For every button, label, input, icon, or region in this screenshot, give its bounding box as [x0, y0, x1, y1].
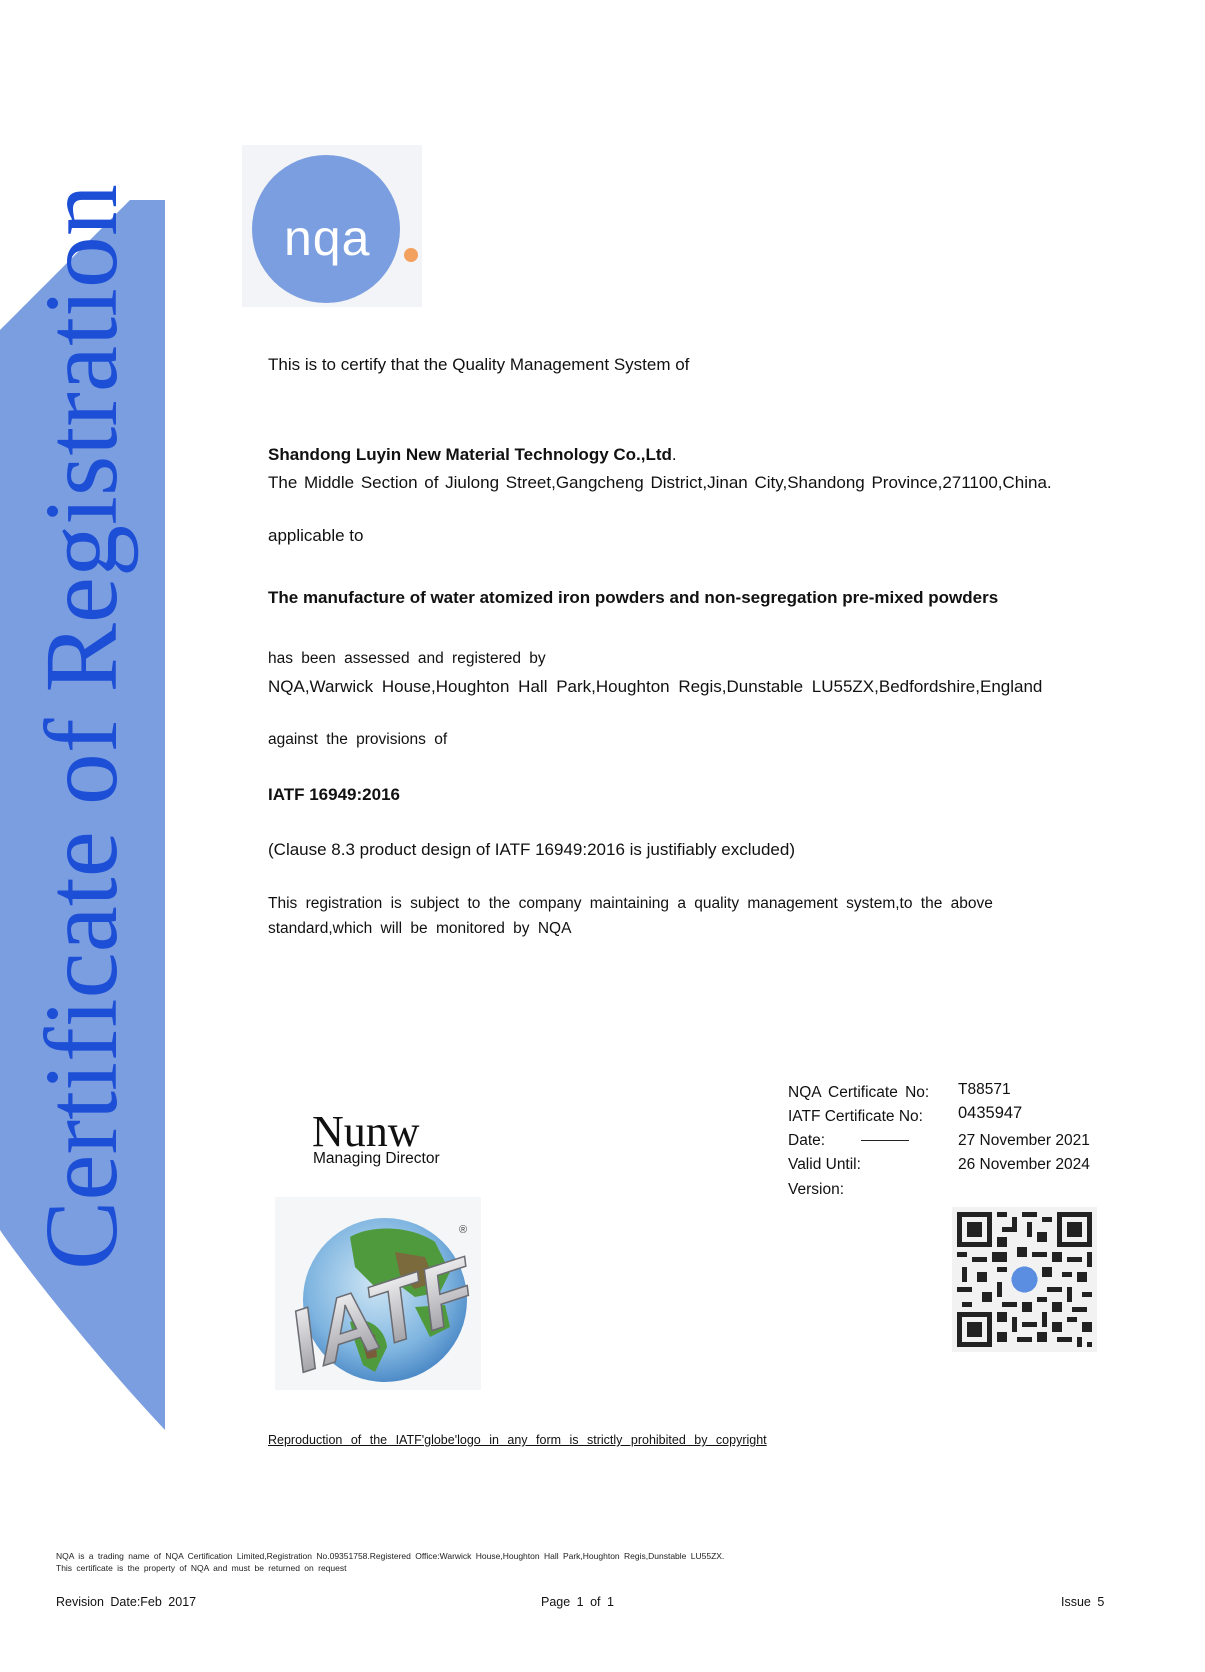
scope-text: The manufacture of water atomized iron powders and non-segregation pre-mixed powders: [268, 588, 999, 607]
nqa-cert-value: T88571: [958, 1081, 1011, 1098]
iatf-cert-value: 0435947: [958, 1104, 1023, 1122]
intro-text: This is to certify that the Quality Management System of: [268, 355, 690, 374]
registrar-address: NQA,Warwick House,Houghton Hall Park,Houghton Regis,Dunstable LU55ZX,Bedfordshire,England: [268, 677, 1043, 696]
side-band: [0, 184, 165, 1430]
company-name-period: .: [671, 445, 677, 464]
subject-line-2: standard,which will be monitored by NQA: [268, 920, 572, 937]
issue-number: Issue 5: [1061, 1595, 1105, 1609]
fine-print-line-1: NQA is a trading name of NQA Certification Limited,Registration No.09351758.Registered Office:Warwick House,Houghton Hall Park,Houghton Regis,Dunstable LU55ZX.: [56, 1551, 725, 1561]
nqa-logo-text: nqa: [284, 210, 371, 266]
revision-date: Revision Date:Feb 2017: [56, 1595, 197, 1609]
qr-code[interactable]: [952, 1207, 1097, 1352]
svg-text:IATF: IATF: [277, 1238, 481, 1390]
signature: Nunw: [312, 1107, 420, 1156]
subject-line-1: This registration is subject to the company maintaining a quality management system,to the above: [268, 895, 993, 912]
qr-center-logo: [1012, 1267, 1038, 1293]
date-label: Date:: [788, 1132, 826, 1149]
nqa-logo-dot: [404, 248, 418, 262]
iatf-globe-logo: [275, 1197, 481, 1390]
fine-print-line-2: This certificate is the property of NQA and must be returned on request: [56, 1563, 347, 1573]
signatory-title: Managing Director: [313, 1150, 440, 1167]
copyright-notice: Reproduction of the IATF'globe'logo in any form is strictly prohibited by copyright: [268, 1433, 767, 1447]
date-dash: [861, 1140, 909, 1141]
certificate-title-vertical: [0, 184, 165, 1430]
iatf-globe-icon: [275, 1197, 481, 1390]
iatf-cert-label: IATF Certificate No:: [788, 1108, 923, 1125]
valid-until-label: Valid Until:: [788, 1156, 861, 1173]
company-name: Shandong Luyin New Material Technology Co.,Ltd: [268, 445, 672, 464]
provisions-label: against the provisions of: [268, 731, 448, 748]
nqa-cert-label: NQA Certificate No:: [788, 1084, 930, 1101]
svg-text:®: ®: [459, 1224, 468, 1236]
certificate-title: Certificate of Registration: [24, 184, 139, 1270]
valid-until-value: 26 November 2024: [958, 1156, 1090, 1173]
page-number: Page 1 of 1: [541, 1595, 614, 1609]
standard-name: IATF 16949:2016: [268, 785, 400, 804]
date-label-row: [788, 1132, 909, 1150]
company-name-line: [268, 445, 677, 465]
date-value: 27 November 2021: [958, 1132, 1090, 1149]
version-label: Version:: [788, 1181, 845, 1198]
exclusion-text: (Clause 8.3 product design of IATF 16949:2016 is justifiably excluded): [268, 840, 795, 859]
applicable-label: applicable to: [268, 526, 364, 545]
qr-code-icon: [952, 1207, 1097, 1352]
nqa-logo: [242, 145, 422, 307]
assessed-label: has been assessed and registered by: [268, 650, 546, 667]
company-address: The Middle Section of Jiulong Street,Gangcheng District,Jinan City,Shandong Province,271100,China.: [268, 473, 1052, 492]
